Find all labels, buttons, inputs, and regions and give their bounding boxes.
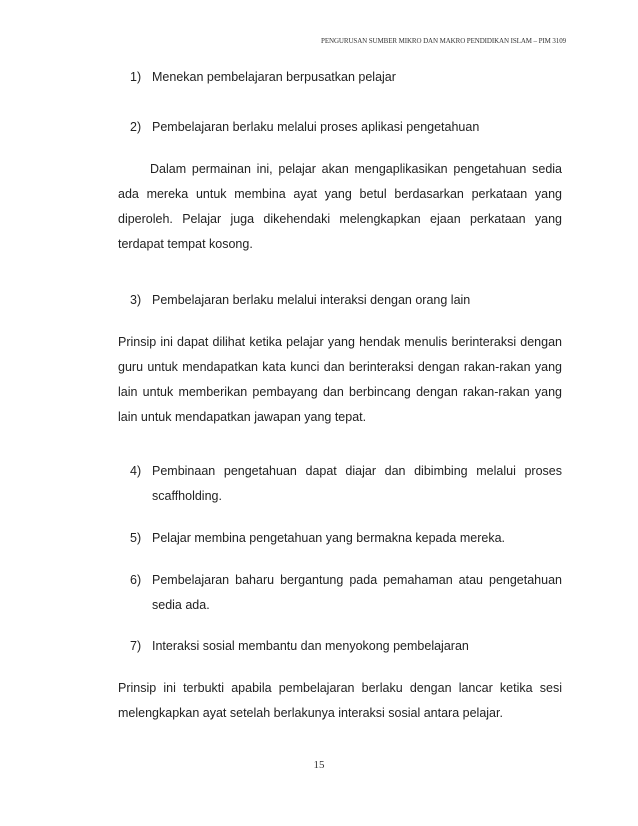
list-text: Menekan pembelajaran berpusatkan pelajar — [152, 70, 396, 84]
list-item-1 — [130, 65, 562, 90]
running-header: PENGURUSAN SUMBER MIKRO DAN MAKRO PENDIDIKAN ISLAM – PIM 3109 — [321, 37, 566, 45]
list-number: 2) — [130, 120, 142, 134]
list-text: Interaksi sosial membantu dan menyokong pembelajaran — [152, 639, 469, 653]
list-number: 4) — [130, 464, 142, 478]
list-text: Pembinaan pengetahuan dapat diajar dan dibimbing melalui proses scaffholding. — [152, 464, 562, 503]
list-item-6 — [130, 568, 562, 618]
list-text: Pembelajaran berlaku melalui interaksi dengan orang lain — [152, 293, 471, 307]
list-number: 5) — [130, 531, 142, 545]
list-number: 1) — [130, 70, 142, 84]
list-number: 7) — [130, 639, 142, 653]
list-number: 6) — [130, 573, 142, 587]
list-item-3 — [130, 288, 562, 313]
list-item-2 — [130, 115, 562, 140]
paragraph-3: Prinsip ini terbukti apabila pembelajaran berlaku dengan lancar ketika sesi melengkapkan ayat setelah berlakunya interaksi sosial antara pelajar. — [118, 681, 562, 720]
list-text: Pembelajaran berlaku melalui proses aplikasi pengetahuan — [152, 120, 480, 134]
paragraph-1: Dalam permainan ini, pelajar akan mengaplikasikan pengetahuan sedia ada mereka untuk membina ayat yang betul berdasarkan perkataan yang diperoleh. Pelajar juga dikehendaki melengkapkan ejaan perkataan yang terdapat tempat kosong. — [118, 162, 562, 251]
list-item-7 — [130, 634, 562, 659]
list-text: Pelajar membina pengetahuan yang bermakna kepada mereka. — [152, 531, 506, 545]
list-number: 3) — [130, 293, 142, 307]
list-item-5 — [130, 526, 562, 551]
list-item-4 — [130, 459, 562, 509]
list-text: Pembelajaran baharu bergantung pada pemahaman atau pengetahuan sedia ada. — [152, 573, 562, 612]
paragraph-2: Prinsip ini dapat dilihat ketika pelajar yang hendak menulis berinteraksi dengan guru untuk mendapatkan kata kunci dan berinteraksi dengan rakan-rakan yang lain untuk memberikan pembayang dan berbincang dengan rakan-rakan yang lain untuk mendapatkan jawapan yang tepat. — [118, 335, 562, 424]
page-number: 15 — [313, 759, 325, 771]
